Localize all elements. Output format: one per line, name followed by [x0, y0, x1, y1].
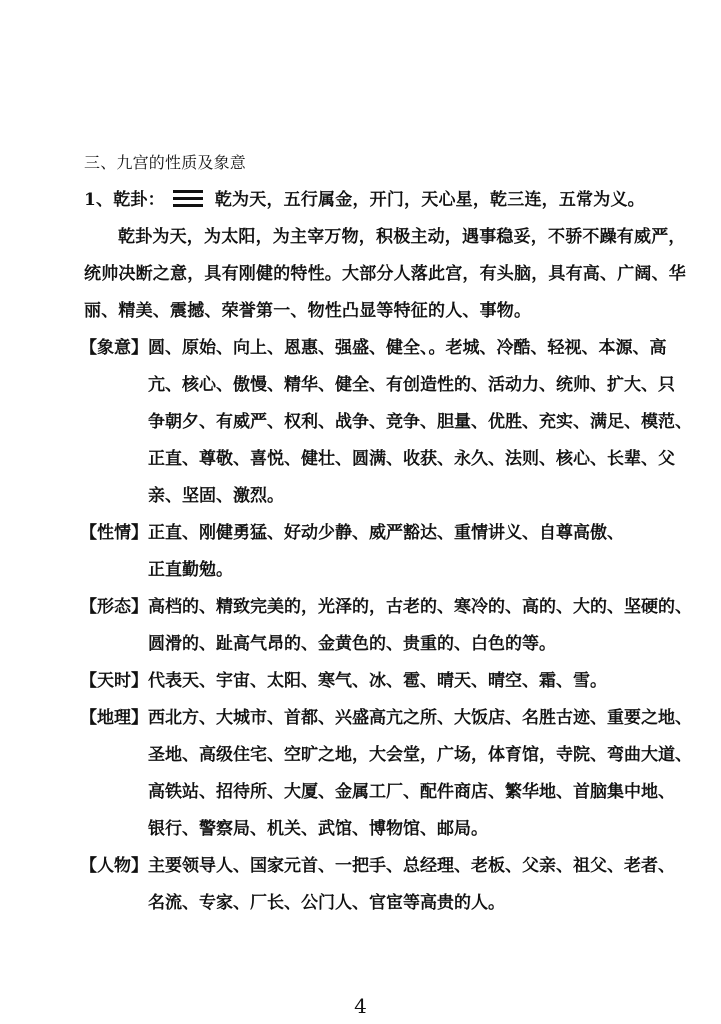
entry-tag-tianshi: 【天时】: [80, 671, 148, 691]
entry-line: 圆、原始、向上、恩惠、强盛、健全、。老城、冷酷、轻视、本源、高: [148, 338, 667, 358]
qian-prefix: 1、乾卦：: [84, 190, 165, 210]
entry-line: 亲、坚固、激烈。: [148, 486, 284, 506]
entry-line: 正直、尊敬、喜悦、健壮、圆满、收获、永久、法则、核心、长辈、父: [148, 449, 675, 469]
qian-heading: [84, 189, 645, 211]
entry-line: 争朝夕、有威严、权利、战争、竞争、胆量、优胜、充实、满足、模范、: [148, 412, 692, 432]
entry-line: 圆滑的、趾高气昂的、金黄色的、贵重的、白色的等。: [148, 634, 556, 654]
entry-line: 高档的、精致完美的，光泽的，古老的、寒冷的、高的、大的、坚硬的、: [148, 597, 692, 617]
entry-line: 高铁站、招待所、大厦、金属工厂、配件商店、繁华地、首脑集中地、: [148, 782, 675, 802]
entry-tag-renwu: 【人物】: [80, 856, 148, 876]
entry-tag-dili: 【地理】: [80, 708, 148, 728]
entry-tag-xingqing: 【性情】: [80, 523, 148, 543]
entry-line: 西北方、大城市、首都、兴盛高亢之所、大饭店、名胜古迹、重要之地、: [148, 708, 692, 728]
entry-tag-xingtai: 【形态】: [80, 597, 148, 617]
intro-line: 统帅决断之意，具有刚健的特性。大部分人落此宫，有头脑，具有高、广阔、华: [84, 264, 686, 284]
entry-tag-xiangyi: 【象意】: [80, 338, 148, 358]
intro-line: 丽、精美、震撼、荣誉第一、物性凸显等特征的人、事物。: [84, 301, 532, 321]
entry-line: 圣地、高级住宅、空旷之地，大会堂，广场，体育馆，寺院、弯曲大道、: [148, 745, 692, 765]
intro-line: 乾卦为天，为太阳，为主宰万物，积极主动，遇事稳妥，不骄不躁有威严，: [118, 227, 686, 247]
entry-line: 代表天、宇宙、太阳、寒气、冰、雹、晴天、晴空、霜、雪。: [148, 671, 607, 691]
entry-line: 亢、核心、傲慢、精华、健全、有创造性的、活动力、统帅、扩大、只: [148, 375, 675, 395]
entry-line: 银行、警察局、机关、武馆、博物馆、邮局。: [148, 819, 488, 839]
entry-line: 名流、专家、厂长、公门人、官宦等高贵的人。: [148, 893, 505, 913]
qian-summary: 乾为天，五行属金，开门，天心星，乾三连，五常为义。: [214, 190, 645, 210]
entry-line: 主要领导人、国家元首、一把手、总经理、老板、父亲、祖父、老者、: [148, 856, 675, 876]
entry-line: 正直、刚健勇猛、好动少静、威严豁达、重情讲义、自尊高傲、: [148, 523, 624, 543]
entry-line: 正直勤勉。: [148, 560, 233, 580]
page-number: 4: [354, 994, 367, 1018]
section-title: 三、九宫的性质及象意: [84, 153, 247, 172]
qian-trigram-icon: [173, 190, 203, 208]
